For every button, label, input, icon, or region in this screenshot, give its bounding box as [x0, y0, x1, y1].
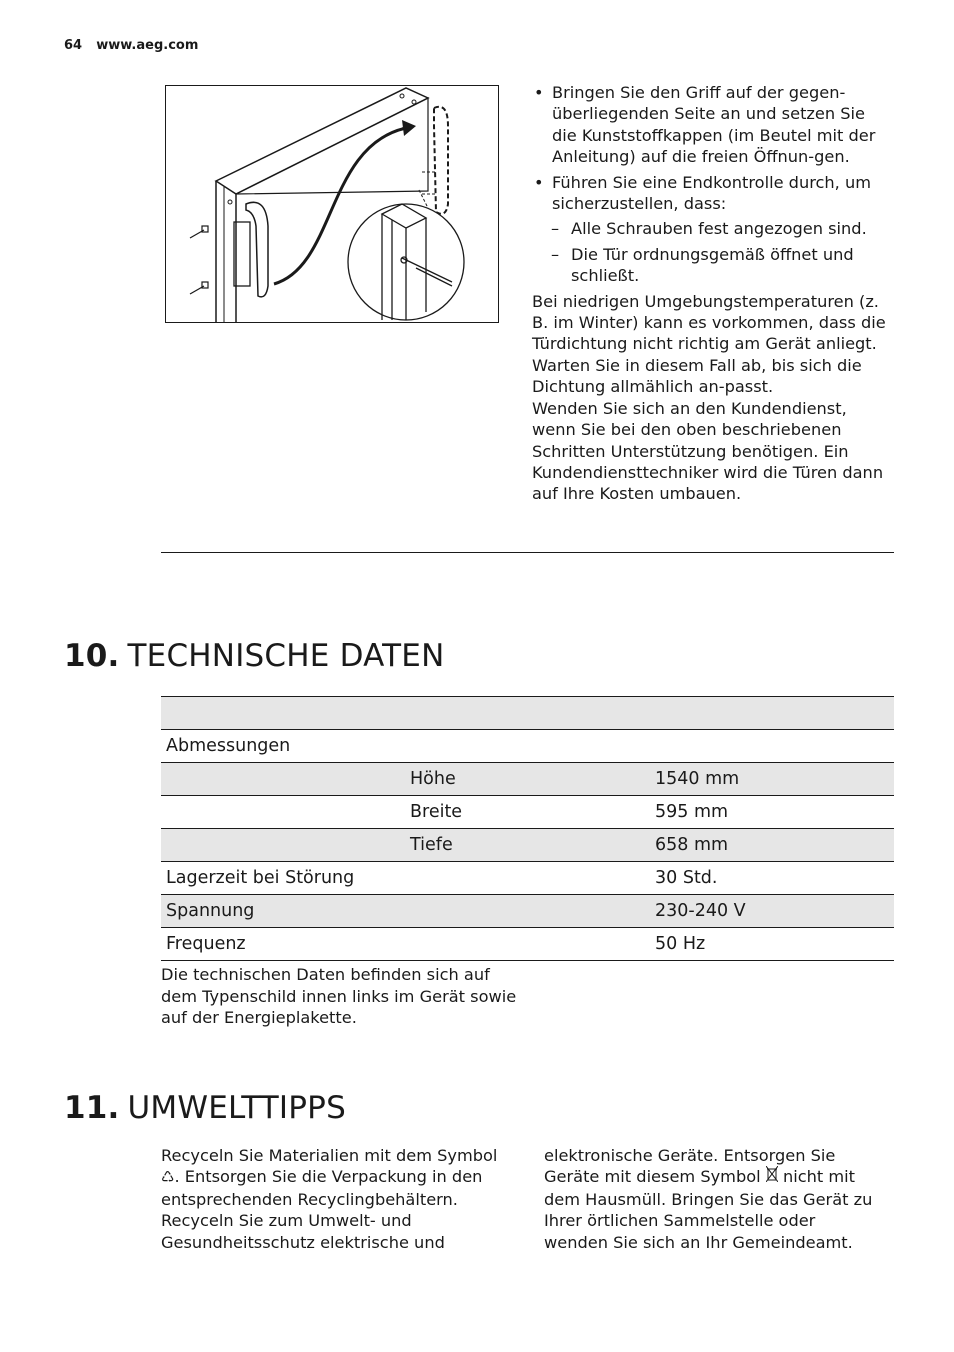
- table-cell: [405, 928, 650, 961]
- table-cell: Spannung: [161, 895, 405, 928]
- environment-text: Recyceln Sie Materialien mit dem Symbol: [161, 1146, 498, 1165]
- technical-data-table: [161, 696, 894, 961]
- table-cell: 30 Std.: [650, 862, 894, 895]
- table-cell: Frequenz: [161, 928, 405, 961]
- table-cell: Abmessungen: [161, 730, 405, 763]
- table-header-row: [161, 697, 894, 730]
- table-cell: [161, 796, 405, 829]
- table-cell: [405, 862, 650, 895]
- environment-text-left: [161, 1145, 501, 1253]
- table-row: [161, 763, 894, 796]
- environment-text: Recyceln Sie zum Umwelt- und Gesundheitsschutz elektrische und: [161, 1211, 445, 1252]
- instruction-bullet: • Führen Sie eine Endkontrolle durch, um sicherzustellen, dass:: [532, 172, 892, 215]
- table-cell: Höhe: [405, 763, 650, 796]
- table-cell: 595 mm: [650, 796, 894, 829]
- table-row: [161, 730, 894, 763]
- instruction-bullet: • Bringen Sie den Griff auf der gegen-überliegenden Seite an und setzen Sie die Kunststoffkappen (im Beutel mit der Anleitung) auf die freien Öffnun-gen.: [532, 82, 892, 168]
- recycle-icon: ♺: [161, 1168, 175, 1187]
- instruction-paragraph: Bei niedrigen Umgebungstemperaturen (z. B. im Winter) kann es vorkommen, dass die Türdichtung nicht richtig am Gerät anliegt. Warten Sie in diesem Fall ab, bis sich die Dichtung allmählich an-passt.: [532, 291, 886, 397]
- environment-text: . Entsorgen Sie die Verpackung in den entsprechenden Recyclingbehältern.: [161, 1167, 483, 1209]
- installation-instructions: [532, 82, 892, 505]
- table-cell: Lagerzeit bei Störung: [161, 862, 405, 895]
- table-cell: Tiefe: [405, 829, 650, 862]
- section-heading-environment: [64, 1090, 346, 1126]
- table-cell: [405, 730, 650, 763]
- crossed-bin-icon: [766, 1166, 778, 1188]
- table-cell: 658 mm: [650, 829, 894, 862]
- table-cell: 1540 mm: [650, 763, 894, 796]
- section-number: 11.: [64, 1090, 120, 1126]
- section-title: TECHNISCHE DATEN: [127, 638, 445, 674]
- door-handle-illustration: [165, 85, 499, 323]
- environment-text-right: [544, 1145, 884, 1253]
- instruction-paragraph: Wenden Sie sich an den Kundendienst, wenn Sie bei den oben beschriebenen Schritten Unterstützung benötigen. Ein Kundendiensttechniker wird die Türen dann auf Ihre Kosten umbauen.: [532, 398, 884, 504]
- table-cell: 50 Hz: [650, 928, 894, 961]
- header-url: www.aeg.com: [96, 38, 199, 53]
- section-heading-technical-data: [64, 638, 444, 674]
- environment-text: elektronische Geräte. Entsorgen Sie Geräte mit diesem Symbol: [544, 1146, 836, 1187]
- page-header: [64, 38, 198, 53]
- table-row: [161, 895, 894, 928]
- table-cell: [161, 829, 405, 862]
- table-row: [161, 928, 894, 961]
- section-divider: [161, 552, 894, 553]
- door-handle-drawing: [166, 86, 498, 322]
- table-cell: [650, 730, 894, 763]
- table-cell: [405, 895, 650, 928]
- technical-data-note: Die technischen Daten befinden sich auf dem Typenschild innen links im Gerät sowie auf der Energieplakette.: [161, 965, 517, 1028]
- instruction-subitem: – Alle Schrauben fest angezogen sind.: [532, 218, 892, 239]
- table-row: [161, 829, 894, 862]
- table-cell: Breite: [405, 796, 650, 829]
- table-row: [161, 862, 894, 895]
- section-number: 10.: [64, 638, 120, 674]
- page-number: 64: [64, 38, 83, 53]
- environment-text: nicht mit dem Hausmüll. Bringen Sie das Gerät zu Ihrer örtlichen Sammelstelle oder wenden Sie sich an Ihr Gemeindeamt.: [544, 1167, 873, 1252]
- table-cell: 230-240 V: [650, 895, 894, 928]
- table-row: [161, 796, 894, 829]
- section-title: UMWELTTIPPS: [127, 1090, 346, 1126]
- table-cell: [161, 763, 405, 796]
- instruction-subitem: – Die Tür ordnungsgemäß öffnet und schließt.: [532, 244, 892, 287]
